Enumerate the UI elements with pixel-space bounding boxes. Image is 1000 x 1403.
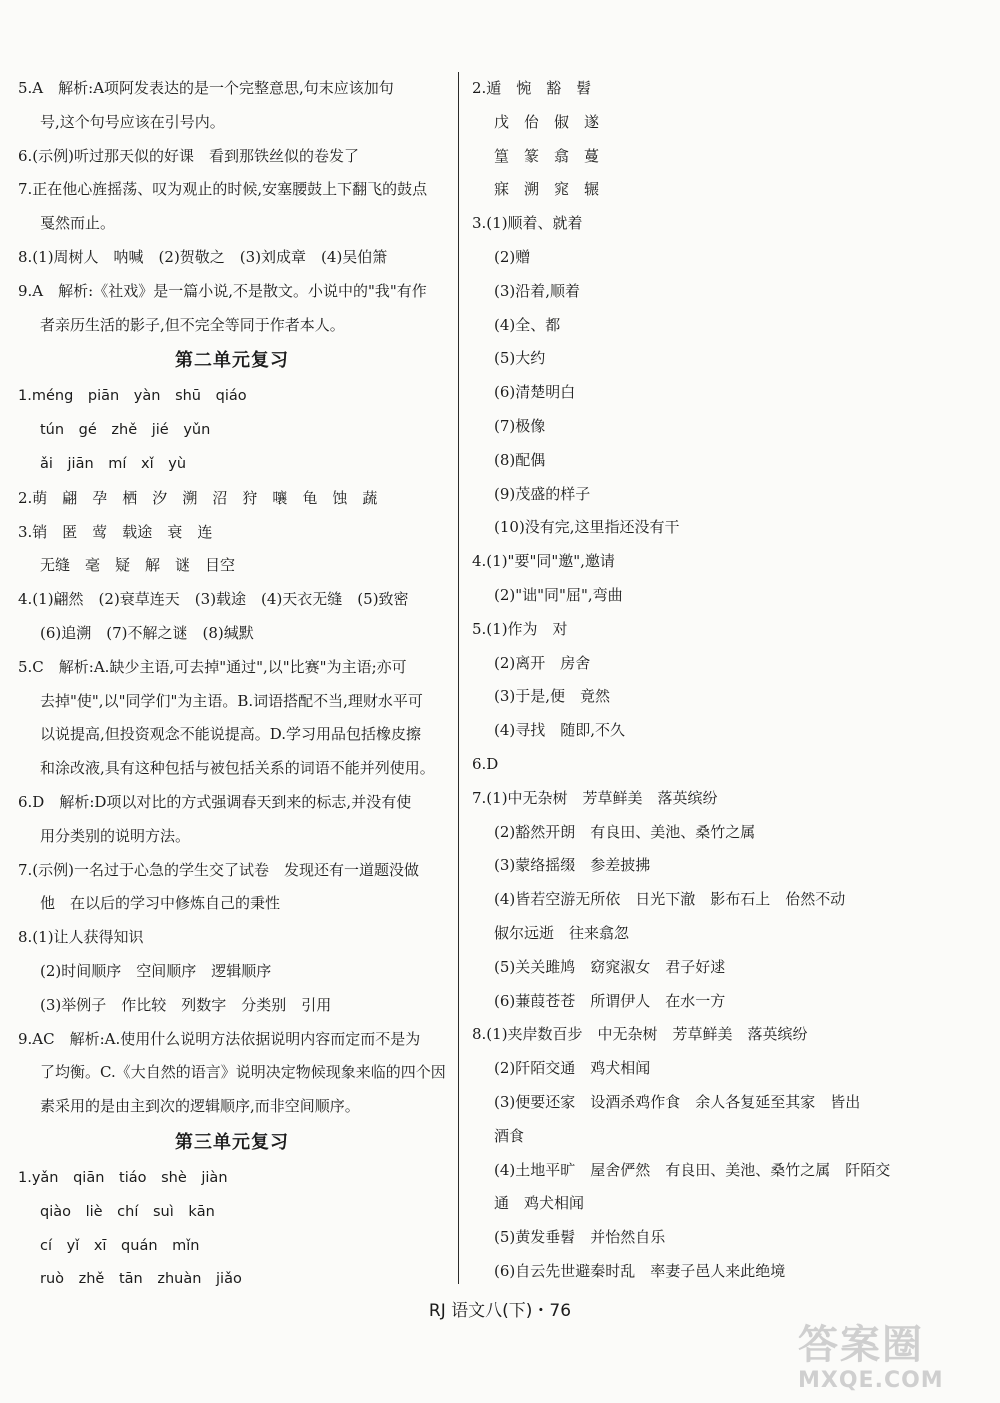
- answer-line: (3)沿着,顺着: [494, 281, 581, 300]
- answer-line: 7.(示例)一名过于心急的学生交了试卷 发现还有一道题没做: [18, 860, 420, 879]
- answer-line: 8.(1)夹岸数百步 中无杂树 芳草鲜美 落英缤纷: [472, 1025, 808, 1044]
- answer-line: (5)关关雎鸠 窈窕淑女 君子好逑: [494, 957, 726, 976]
- answer-line: 去掉"使",以"同学们"为主语。B.词语搭配不当,理财水平可: [40, 691, 423, 710]
- answer-line: 以说提高,但投资观念不能说提高。D.学习用品包括橡皮擦: [40, 725, 422, 744]
- answer-line: (3)举例子 作比较 列数字 分类别 引用: [40, 995, 332, 1014]
- answer-line: (2)离开 房舍: [494, 653, 591, 672]
- answer-line: 6.(示例)听过那天似的好课 看到那铁丝似的卷发了: [18, 146, 360, 165]
- answer-line: (3)于是,便 竟然: [494, 687, 611, 706]
- answer-line: 3.销 匿 莺 载途 衰 连: [18, 522, 213, 541]
- answer-line: 5.A 解析:A项阿发表达的是一个完整意思,句末应该加句: [18, 79, 394, 97]
- answer-line: (3)蒙络摇缀 参差披拂: [494, 856, 651, 875]
- answer-line: (7)极像: [494, 416, 546, 435]
- answer-line: (10)没有完,这里指还没有干: [494, 518, 680, 537]
- answer-line: (2)阡陌交通 鸡犬相闻: [494, 1059, 651, 1078]
- left-column: [18, 72, 446, 1297]
- answer-line: ruò zhě tān zhuàn jiǎo: [40, 1271, 242, 1288]
- answer-line: ǎi jiān mí xǐ yù: [40, 455, 187, 472]
- answer-line: 寐 溯 窕 辗: [494, 180, 600, 199]
- answer-line: cí yǐ xī quán mǐn: [40, 1237, 200, 1254]
- answer-line: (6)清楚明白: [494, 383, 576, 402]
- answer-line: (2)赠: [494, 247, 531, 266]
- watermark-logo: [798, 1322, 994, 1398]
- answer-line: 4.(1)"要"同"邀",邀请: [472, 552, 615, 571]
- column-divider: [458, 72, 459, 1284]
- answer-line: (4)全、都: [494, 315, 561, 334]
- answer-line: (5)大约: [494, 349, 546, 368]
- answer-line: 2.遁 惋 豁 髫: [472, 79, 592, 97]
- answer-line: 2.萌 翩 孕 栖 汐 溯 沼 狩 嚷 龟 蚀 蔬: [18, 488, 378, 507]
- answer-line: 6.D 解析:D项以对比的方式强调春天到来的标志,并没有使: [18, 792, 412, 811]
- answer-line: 8.(1)周树人 呐喊 (2)贺敬之 (3)刘成章 (4)吴伯箫: [18, 247, 388, 266]
- answer-line: 无缝 毫 疑 解 谜 目空: [40, 556, 236, 575]
- answer-line: 酒食: [494, 1126, 525, 1145]
- answer-line: (3)便要还家 设酒杀鸡作食 余人各复延至其家 皆出: [494, 1092, 861, 1111]
- watermark-url: MXQE.COM: [798, 1368, 944, 1393]
- answer-line: 6.D: [472, 754, 499, 773]
- watermark-title: 答案圈: [798, 1322, 924, 1368]
- answer-line: (4)皆若空游无所依 日光下澈 影布石上 佁然不动: [494, 890, 846, 909]
- answer-line: 1.méng piān yàn shū qiáo: [18, 388, 247, 405]
- answer-line: (2)"诎"同"屈",弯曲: [494, 585, 623, 604]
- answer-line: 通 鸡犬相闻: [494, 1194, 585, 1213]
- answer-line: 7.(1)中无杂树 芳草鲜美 落英缤纷: [472, 788, 718, 807]
- answer-line: (6)追溯 (7)不解之谜 (8)缄默: [40, 623, 254, 642]
- answer-line: (6)蒹葭苍苍 所谓伊人 在水一方: [494, 991, 726, 1010]
- right-column: [472, 72, 920, 1289]
- answer-line: 9.AC 解析:A.使用什么说明方法依据说明内容而定而不是为: [18, 1029, 421, 1048]
- section-heading: 第二单元复习: [175, 350, 289, 372]
- answer-line: 素采用的是由主到次的逻辑顺序,而非空间顺序。: [40, 1097, 360, 1116]
- answer-line: 他 在以后的学习中修炼自己的秉性: [40, 894, 281, 913]
- answer-line: (2)时间顺序 空间顺序 逻辑顺序: [40, 961, 272, 980]
- answer-line: 用分类别的说明方法。: [40, 826, 191, 845]
- answer-line: 号,这个句号应该在引号内。: [40, 112, 225, 131]
- answer-line: (2)豁然开朗 有良田、美池、桑竹之属: [494, 822, 756, 841]
- answer-line: (6)自云先世避秦时乱 率妻子邑人来此绝境: [494, 1261, 786, 1280]
- answer-line: 4.(1)翩然 (2)衰草连天 (3)载途 (4)天衣无缝 (5)致密: [18, 590, 409, 609]
- answer-line: (5)黄发垂髫 并怡然自乐: [494, 1228, 666, 1247]
- answer-line: 篁 篆 翕 蔓: [494, 146, 600, 165]
- answer-line: (4)寻找 随即,不久: [494, 721, 626, 740]
- answer-line: 俶尔远逝 往来翕忽: [494, 923, 630, 942]
- answer-line: 戛然而止。: [40, 214, 116, 233]
- answer-line: 5.(1)作为 对: [472, 619, 568, 638]
- answer-line: 9.A 解析:《社戏》是一篇小说,不是散文。小说中的"我"有作: [18, 281, 427, 300]
- answer-line: 和涂改液,具有这种包括与被包括关系的词语不能并列使用。: [40, 759, 435, 778]
- page-footer: RJ 语文八(下)・76: [428, 1301, 572, 1321]
- answer-line: 7.正在他心旌摇荡、叹为观止的时候,安塞腰鼓上下翻飞的鼓点: [18, 180, 428, 199]
- answer-line: (8)配偶: [494, 450, 546, 469]
- answer-line: 1.yǎn qiān tiáo shè jiàn: [18, 1169, 228, 1186]
- answer-line: (9)茂盛的样子: [494, 484, 591, 503]
- answer-line: 了均衡。C.《大自然的语言》说明决定物候现象来临的四个因: [40, 1063, 446, 1082]
- answer-line: tún gé zhě jié yǔn: [40, 422, 211, 439]
- answer-line: 3.(1)顺着、就着: [472, 214, 583, 233]
- answer-line: 5.C 解析:A.缺少主语,可去掉"通过",以"比赛"为主语;亦可: [18, 657, 407, 676]
- answer-line: 戊 佁 俶 遂: [494, 112, 600, 131]
- answer-line: (4)土地平旷 屋舍俨然 有良田、美池、桑竹之属 阡陌交: [494, 1160, 891, 1179]
- answer-line: 者亲历生活的影子,但不完全等同于作者本人。: [40, 315, 345, 334]
- answer-line: 8.(1)让人获得知识: [18, 928, 144, 947]
- answer-line: qiào liè chí suì kān: [40, 1203, 215, 1220]
- section-heading: 第三单元复习: [175, 1131, 289, 1153]
